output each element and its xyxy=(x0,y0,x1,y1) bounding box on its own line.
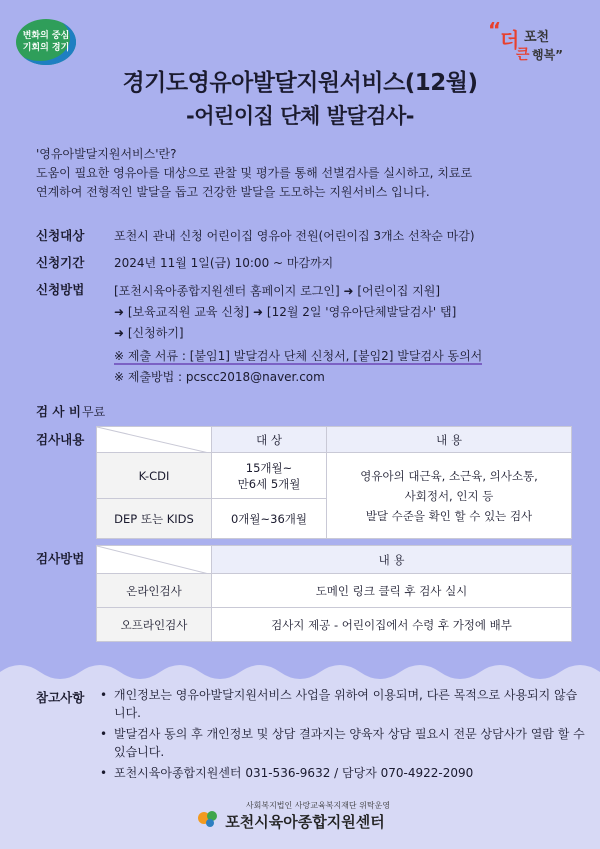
intro-line: 연계하여 전형적인 발달을 돕고 건강한 발달을 도모하는 지원서비스 입니다. xyxy=(36,185,430,199)
content-line: 영유아의 대근육, 소근육, 의사소통, xyxy=(360,468,538,483)
method-step-2: [어린이집 지원] xyxy=(353,284,441,298)
method-label: 신청방법 xyxy=(36,282,85,297)
slogan-pocheon: 포천 xyxy=(524,30,550,45)
slogan-quote: “ xyxy=(488,18,502,42)
footer-operator: 사회복지법인 사랑교육복지재단 위탁운영 xyxy=(245,801,391,810)
method-steps xyxy=(114,281,482,388)
header-content: 내 용 xyxy=(212,546,572,574)
diagonal-line xyxy=(97,546,209,574)
row-offline-value: 검사지 제공 - 어린이집에서 수령 후 가정에 배부 xyxy=(212,608,572,642)
arrow-icon: ➜ xyxy=(253,305,264,319)
submission-email: ※ 제출방법 : pcscc2018@naver.com xyxy=(114,370,325,384)
target-value: 포천시 관내 신청 어린이집 영유아 전원(어린이집 3개소 선착순 마감) xyxy=(114,229,475,243)
intro-text xyxy=(36,145,576,202)
footer-center-name: 포천시육아종합지원센터 xyxy=(225,813,385,831)
intro-line: 도움이 필요한 영유아를 대상으로 관찰 및 평가를 통해 선별검사를 실시하고, 치료로 xyxy=(36,166,473,180)
list-item: • 개인정보는 영유아발달지원서비스 사업을 위하여 이용되며, 다른 목적으로 사용되지 않습니다. xyxy=(96,686,586,722)
row-online-value: 도메인 링크 클릭 후 검사 실시 xyxy=(212,574,572,608)
list-item: • 발달검사 동의 후 개인정보 및 상담 결과지는 양육자 상담 필요시 전문 상담사가 열람 할 수 있습니다. xyxy=(96,725,586,761)
content-table-label: 검사내용 xyxy=(36,432,85,447)
arrow-icon: ➜ xyxy=(114,305,125,319)
fee-label: 검 사 비 xyxy=(36,404,81,419)
period-value: 2024년 11월 1일(금) 10:00 ~ 마감까지 xyxy=(114,256,334,270)
footer xyxy=(0,800,600,832)
intro-line: '영유아발달지원서비스'란? xyxy=(36,147,177,161)
arrow-icon: ➜ xyxy=(343,284,354,298)
badge-line-2: 기회의 경기 xyxy=(22,43,70,53)
row-dep-name: DEP 또는 KIDS xyxy=(97,499,212,539)
notes-list xyxy=(96,686,586,785)
list-item: • 포천시육아종합지원센터 031-536-9632 / 담당자 070-4922-2090 xyxy=(96,764,586,782)
table-corner xyxy=(97,546,212,574)
method-step-3: [보육교직원 교육 신청] xyxy=(124,305,254,319)
row-offline-name: 오프라인검사 xyxy=(97,608,212,642)
badge-line-1: 변화의 중심 xyxy=(22,31,70,41)
method-step-5: [신청하기] xyxy=(124,326,184,340)
row-dep-target: 0개월~36개월 xyxy=(212,499,327,539)
table-corner xyxy=(97,427,212,453)
slogan-keun: 큰 xyxy=(516,47,530,63)
slogan-haengbok: 행복” xyxy=(532,48,564,62)
method-table-label: 검사방법 xyxy=(36,551,85,566)
required-documents: ※ 제출 서류 : [붙임1] 발달검사 단체 신청서, [붙임2] 발달검사 동의서 xyxy=(114,349,483,363)
content-table xyxy=(96,426,572,539)
period-label: 신청기간 xyxy=(36,255,85,270)
page-title: 경기도영유아발달지원서비스(12월) xyxy=(122,70,478,96)
header-content: 내 용 xyxy=(327,427,572,453)
target-label: 신청대상 xyxy=(36,228,85,243)
row-online-name: 온라인검사 xyxy=(97,574,212,608)
content-line: 발달 수준을 확인 할 수 있는 검사 xyxy=(365,508,533,523)
gyeonggi-badge xyxy=(16,19,76,65)
arrow-icon: ➜ xyxy=(114,326,125,340)
page-subtitle: -어린이집 단체 발달검사- xyxy=(186,104,414,128)
row-kcdi-target: 15개월~ 만6세 5개월 xyxy=(212,453,327,499)
header-target: 대 상 xyxy=(212,427,327,453)
fee-value: 무료 xyxy=(82,405,106,419)
pocheon-slogan xyxy=(488,18,578,68)
test-content xyxy=(327,453,572,539)
method-step-1: [포천시육아종합지원센터 홈페이지 로그인] xyxy=(114,284,344,298)
method-table xyxy=(96,545,572,642)
slogan-deo: 더 xyxy=(500,28,520,52)
row-kcdi-name: K-CDI xyxy=(97,453,212,499)
notes-label: 참고사항 xyxy=(36,690,85,705)
method-step-4: [12월 2일 '영유아단체발달검사' 탭] xyxy=(263,305,457,319)
diagonal-line xyxy=(97,427,209,453)
content-line: 사회정서, 인지 등 xyxy=(404,488,494,503)
